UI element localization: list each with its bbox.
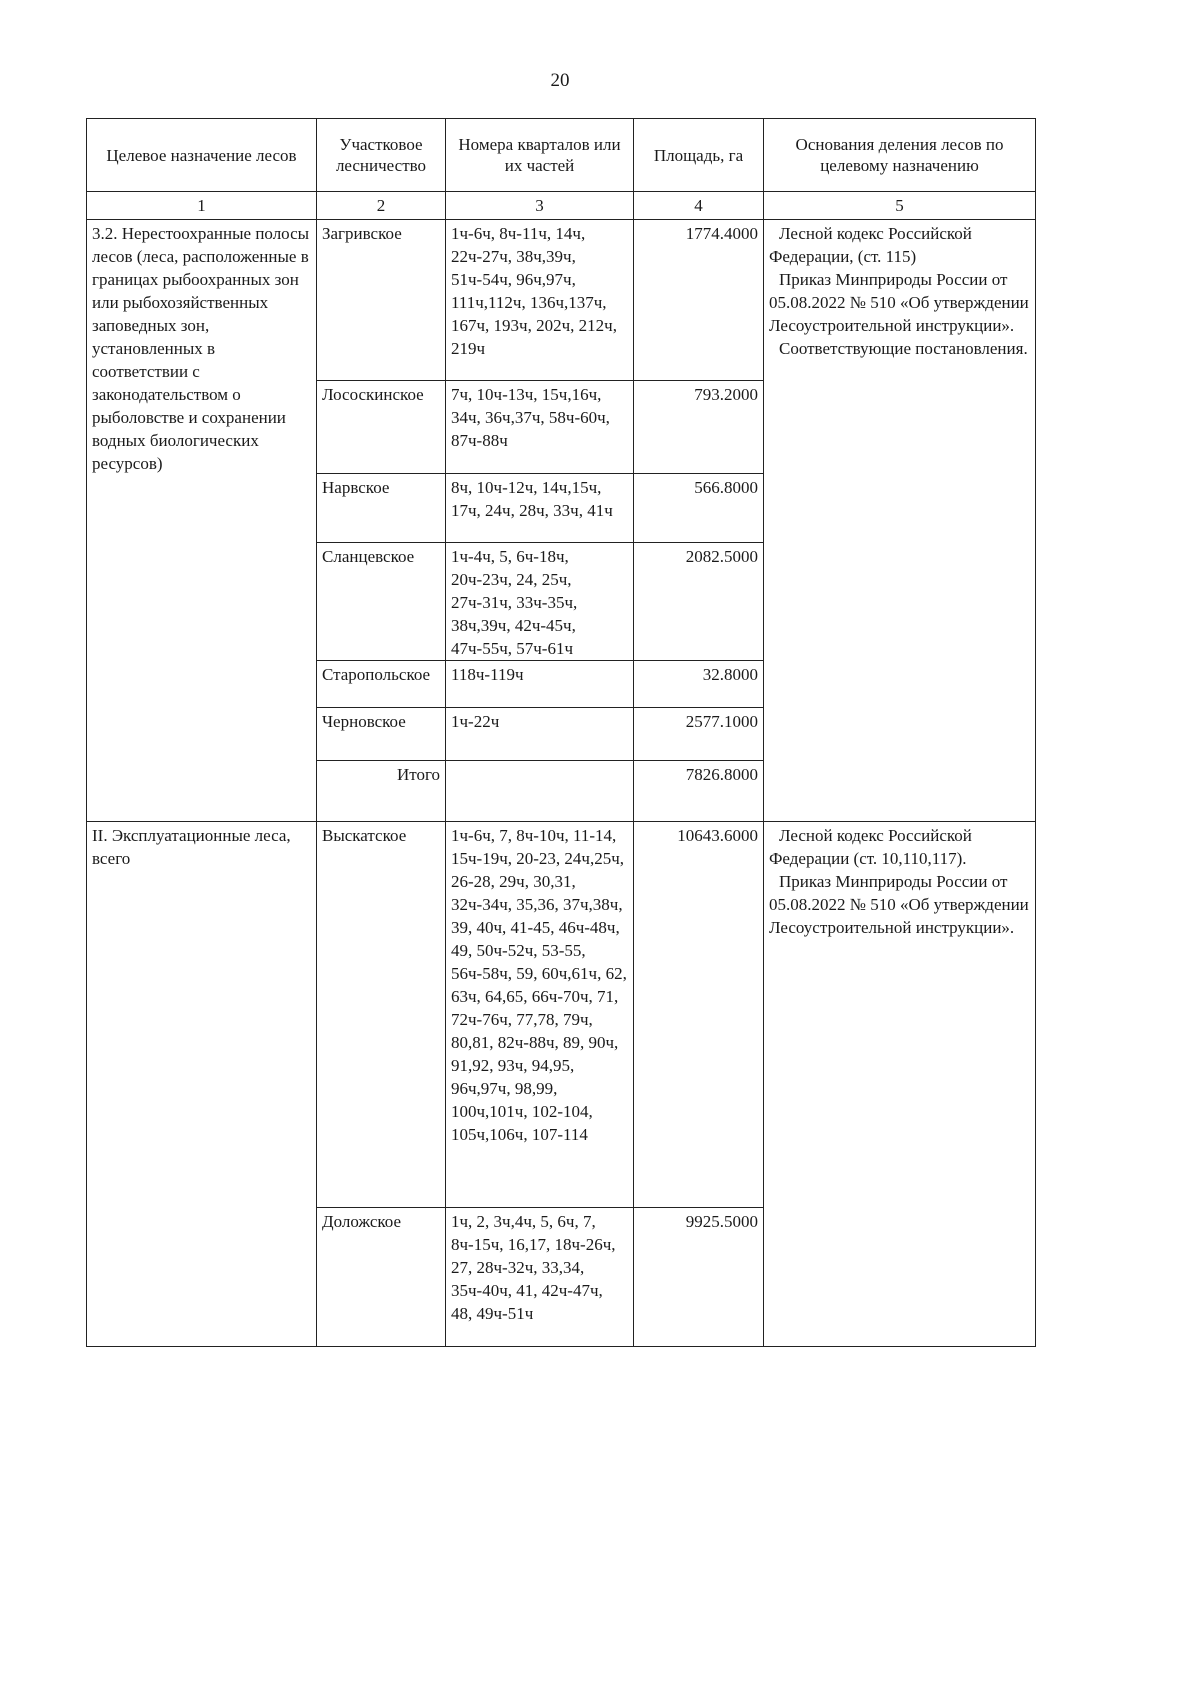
header-purpose: Целевое назначение лесов — [87, 119, 317, 192]
quarters-cell: 1ч-4ч, 5, 6ч-18ч, 20ч-23ч, 24, 25ч, 27ч-31ч, 33ч-35ч, 38ч,39ч, 42ч-45ч, 47ч-55ч, 57ч-61ч — [446, 543, 634, 661]
area-cell: 2577.1000 — [634, 708, 764, 761]
total-label: Итого — [317, 761, 446, 822]
forestry-cell: Лососкинское — [317, 381, 446, 474]
header-area: Площадь, га — [634, 119, 764, 192]
column-number: 2 — [317, 192, 446, 220]
quarters-cell: 1ч-6ч, 7, 8ч-10ч, 11-14, 15ч-19ч, 20-23, 24ч,25ч, 26-28, 29ч, 30,31, 32ч-34ч, 35,36, 37ч,38ч, 39, 40ч, 41-45, 46ч-48ч, 49, 50ч-52ч, 53-55, 56ч-58ч, 59, 60ч,61ч, 62, 63ч, 64,65, 66ч-70ч, 71, 72ч-76ч, 77,78, 79ч, 80,81, 82ч-88ч, 89, 90ч, 91,92, 93ч, 94,95, 96ч,97ч, 98,99, 100ч,101ч, 102-104, 105ч,106ч, 107-114 — [446, 822, 634, 1208]
quarters-cell: 1ч-22ч — [446, 708, 634, 761]
purpose-cell-spawning: 3.2. Нерестоохранные полосы лесов (леса, расположенные в границах рыбоохранных зон или рыбохозяйственных заповедных зон, установленных в соответствии с законодательством о рыболовстве и сохранении водных биологических ресурсов) — [87, 220, 317, 822]
table-row — [87, 822, 1036, 1208]
forestry-cell: Нарвское — [317, 474, 446, 543]
area-cell: 9925.5000 — [634, 1208, 764, 1347]
area-cell: 32.8000 — [634, 661, 764, 708]
column-number: 5 — [764, 192, 1036, 220]
column-number: 1 — [87, 192, 317, 220]
basis-text: Соответствующие постановления. — [779, 339, 1028, 358]
header-quarters: Номера кварталов или их частей — [446, 119, 634, 192]
basis-cell-spawning — [764, 220, 1036, 822]
basis-text: Приказ Минприроды России от 05.08.2022 № 510 «Об утверждении Лесоустроительной инструкции». — [769, 872, 1029, 937]
basis-text: Лесной кодекс Российской Федерации, (ст. 115) — [769, 224, 972, 266]
forestry-cell: Старопольское — [317, 661, 446, 708]
quarters-cell-empty — [446, 761, 634, 822]
area-cell: 793.2000 — [634, 381, 764, 474]
basis-text: Приказ Минприроды России от 05.08.2022 № 510 «Об утверждении Лесоустроительной инструкции». — [769, 270, 1029, 335]
area-cell: 1774.4000 — [634, 220, 764, 381]
forestry-cell: Доложское — [317, 1208, 446, 1347]
column-number-row — [87, 192, 1036, 220]
page-number: 20 — [550, 70, 570, 91]
forestry-cell: Сланцевское — [317, 543, 446, 661]
quarters-cell: 7ч, 10ч-13ч, 15ч,16ч, 34ч, 36ч,37ч, 58ч-60ч, 87ч-88ч — [446, 381, 634, 474]
forest-purpose-table — [86, 118, 1036, 1347]
header-forestry: Участковое лесничество — [317, 119, 446, 192]
quarters-cell: 118ч-119ч — [446, 661, 634, 708]
quarters-cell: 1ч-6ч, 8ч-11ч, 14ч, 22ч-27ч, 38ч,39ч, 51ч-54ч, 96ч,97ч, 111ч,112ч, 136ч,137ч, 167ч, 193ч, 202ч, 212ч, 219ч — [446, 220, 634, 381]
column-number: 4 — [634, 192, 764, 220]
quarters-cell: 1ч, 2, 3ч,4ч, 5, 6ч, 7, 8ч-15ч, 16,17, 18ч-26ч, 27, 28ч-32ч, 33,34, 35ч-40ч, 41, 42ч-47ч, 48, 49ч-51ч — [446, 1208, 634, 1347]
quarters-cell: 8ч, 10ч-12ч, 14ч,15ч, 17ч, 24ч, 28ч, 33ч, 41ч — [446, 474, 634, 543]
purpose-cell-exploitation: II. Эксплуатационные леса, всего — [87, 822, 317, 1347]
header-basis: Основания деления лесов по целевому назначению — [764, 119, 1036, 192]
table-row — [87, 220, 1036, 381]
area-cell: 10643.6000 — [634, 822, 764, 1208]
forestry-cell: Черновское — [317, 708, 446, 761]
forestry-cell: Загривское — [317, 220, 446, 381]
basis-text: Лесной кодекс Российской Федерации (ст. 10,110,117). — [769, 826, 972, 868]
area-cell: 566.8000 — [634, 474, 764, 543]
forestry-cell: Выскатское — [317, 822, 446, 1208]
header-row — [87, 119, 1036, 192]
total-area: 7826.8000 — [634, 761, 764, 822]
basis-cell-exploitation — [764, 822, 1036, 1347]
area-cell: 2082.5000 — [634, 543, 764, 661]
column-number: 3 — [446, 192, 634, 220]
